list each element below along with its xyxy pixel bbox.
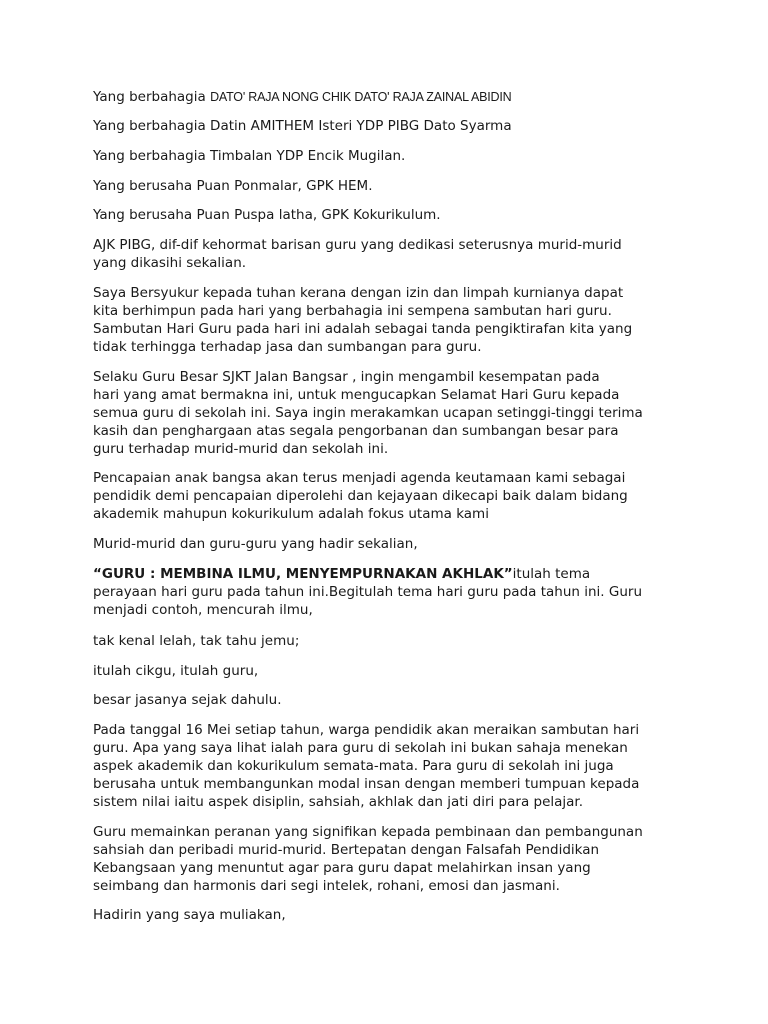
salutation-gpk-hem: Yang berusaha Puan Ponmalar, GPK HEM.	[93, 178, 373, 194]
paragraph-bersyukur: Saya Bersyukur kepada tuhan kerana dengan izin dan limpah kurnianya dapat kita berhimpun pada hari yang berbahagia ini sempena sambutan hari guru. Sambutan Hari Guru pada hari ini adalah sebagai tanda pengiktirafan kita yang tidak terhingga terhadap jasa dan sumbangan para guru.	[93, 285, 633, 355]
salutation-gpk-kokurikulum: Yang berusaha Puan Puspa latha, GPK Kokurikulum.	[93, 207, 441, 223]
salutation-datin: Yang berbahagia Datin AMITHEM Isteri YDP PIBG Dato Syarma	[93, 118, 512, 134]
paragraph-tema	[93, 565, 683, 619]
paragraph-hadirin: Hadirin yang saya muliakan,	[93, 907, 286, 923]
paragraph-peranan-guru: Guru memainkan peranan yang signifikan kepada pembinaan dan pembangunan sahsiah dan peribadi murid-murid. Bertepatan dengan Falsafah Pendidikan Kebangsaan yang menuntut agar para guru dapat melahirkan insan yang seimbang dan harmonis dari segi intelek, rohani, emosi dan jasmani.	[93, 824, 643, 894]
poem-line-2: itulah cikgu, itulah guru,	[93, 663, 259, 679]
salutation-vip	[93, 88, 683, 106]
salutation-timbalan: Yang berbahagia Timbalan YDP Encik Mugilan.	[93, 148, 406, 164]
paragraph-murid-guru: Murid-murid dan guru-guru yang hadir sekalian,	[93, 536, 418, 552]
poem-line-3: besar jasanya sejak dahulu.	[93, 692, 282, 708]
poem-line-1: tak kenal lelah, tak tahu jemu;	[93, 633, 300, 649]
theme-text: itulah tema perayaan hari guru pada tahun ini.Begitulah tema hari guru pada tahun ini. Guru menjadi contoh, mencurah ilmu,	[93, 566, 643, 618]
paragraph-guru-besar: Selaku Guru Besar SJKT Jalan Bangsar , ingin mengambil kesempatan pada hari yang amat bermakna ini, untuk mengucapkan Selamat Hari Guru kepada semua guru di sekolah ini. Saya ingin merakamkan ucapan setinggi-tinggi terima kasih dan penghargaan atas segala pengorbanan dan sumbangan besar para guru terhadap murid-murid dan sekolah ini.	[93, 369, 643, 457]
paragraph-pencapaian: Pencapaian anak bangsa akan terus menjadi agenda keutamaan kami sebagai pendidik demi pencapaian diperolehi dan kejayaan dikecapi baik dalam bidang akademik mahupun kokurikulum adalah fokus utama kami	[93, 470, 628, 522]
paragraph-16-mei: Pada tanggal 16 Mei setiap tahun, warga pendidik akan meraikan sambutan hari guru. Apa yang saya lihat ialah para guru di sekolah ini bukan sahaja menekan aspek akademik dan kokurikulum semata-mata. Para guru di sekolah ini juga berusaha untuk membangunkan modal insan dengan memberi tumpuan kepada sistem nilai iaitu aspek disiplin, sahsiah, akhlak dan jati diri para pelajar.	[93, 722, 640, 810]
paragraph-ajk: AJK PIBG, dif-dif kehormat barisan guru yang dedikasi seterusnya murid-murid yang dikasihi sekalian.	[93, 237, 622, 271]
salutation-lead: Yang berbahagia	[93, 89, 211, 105]
vip-name: DATO' RAJA NONG CHIK DATO' RAJA ZAINAL ABIDIN	[210, 90, 512, 104]
theme-title: “GURU : MEMBINA ILMU, MENYEMPURNAKAN AKHLAK”	[93, 566, 513, 582]
